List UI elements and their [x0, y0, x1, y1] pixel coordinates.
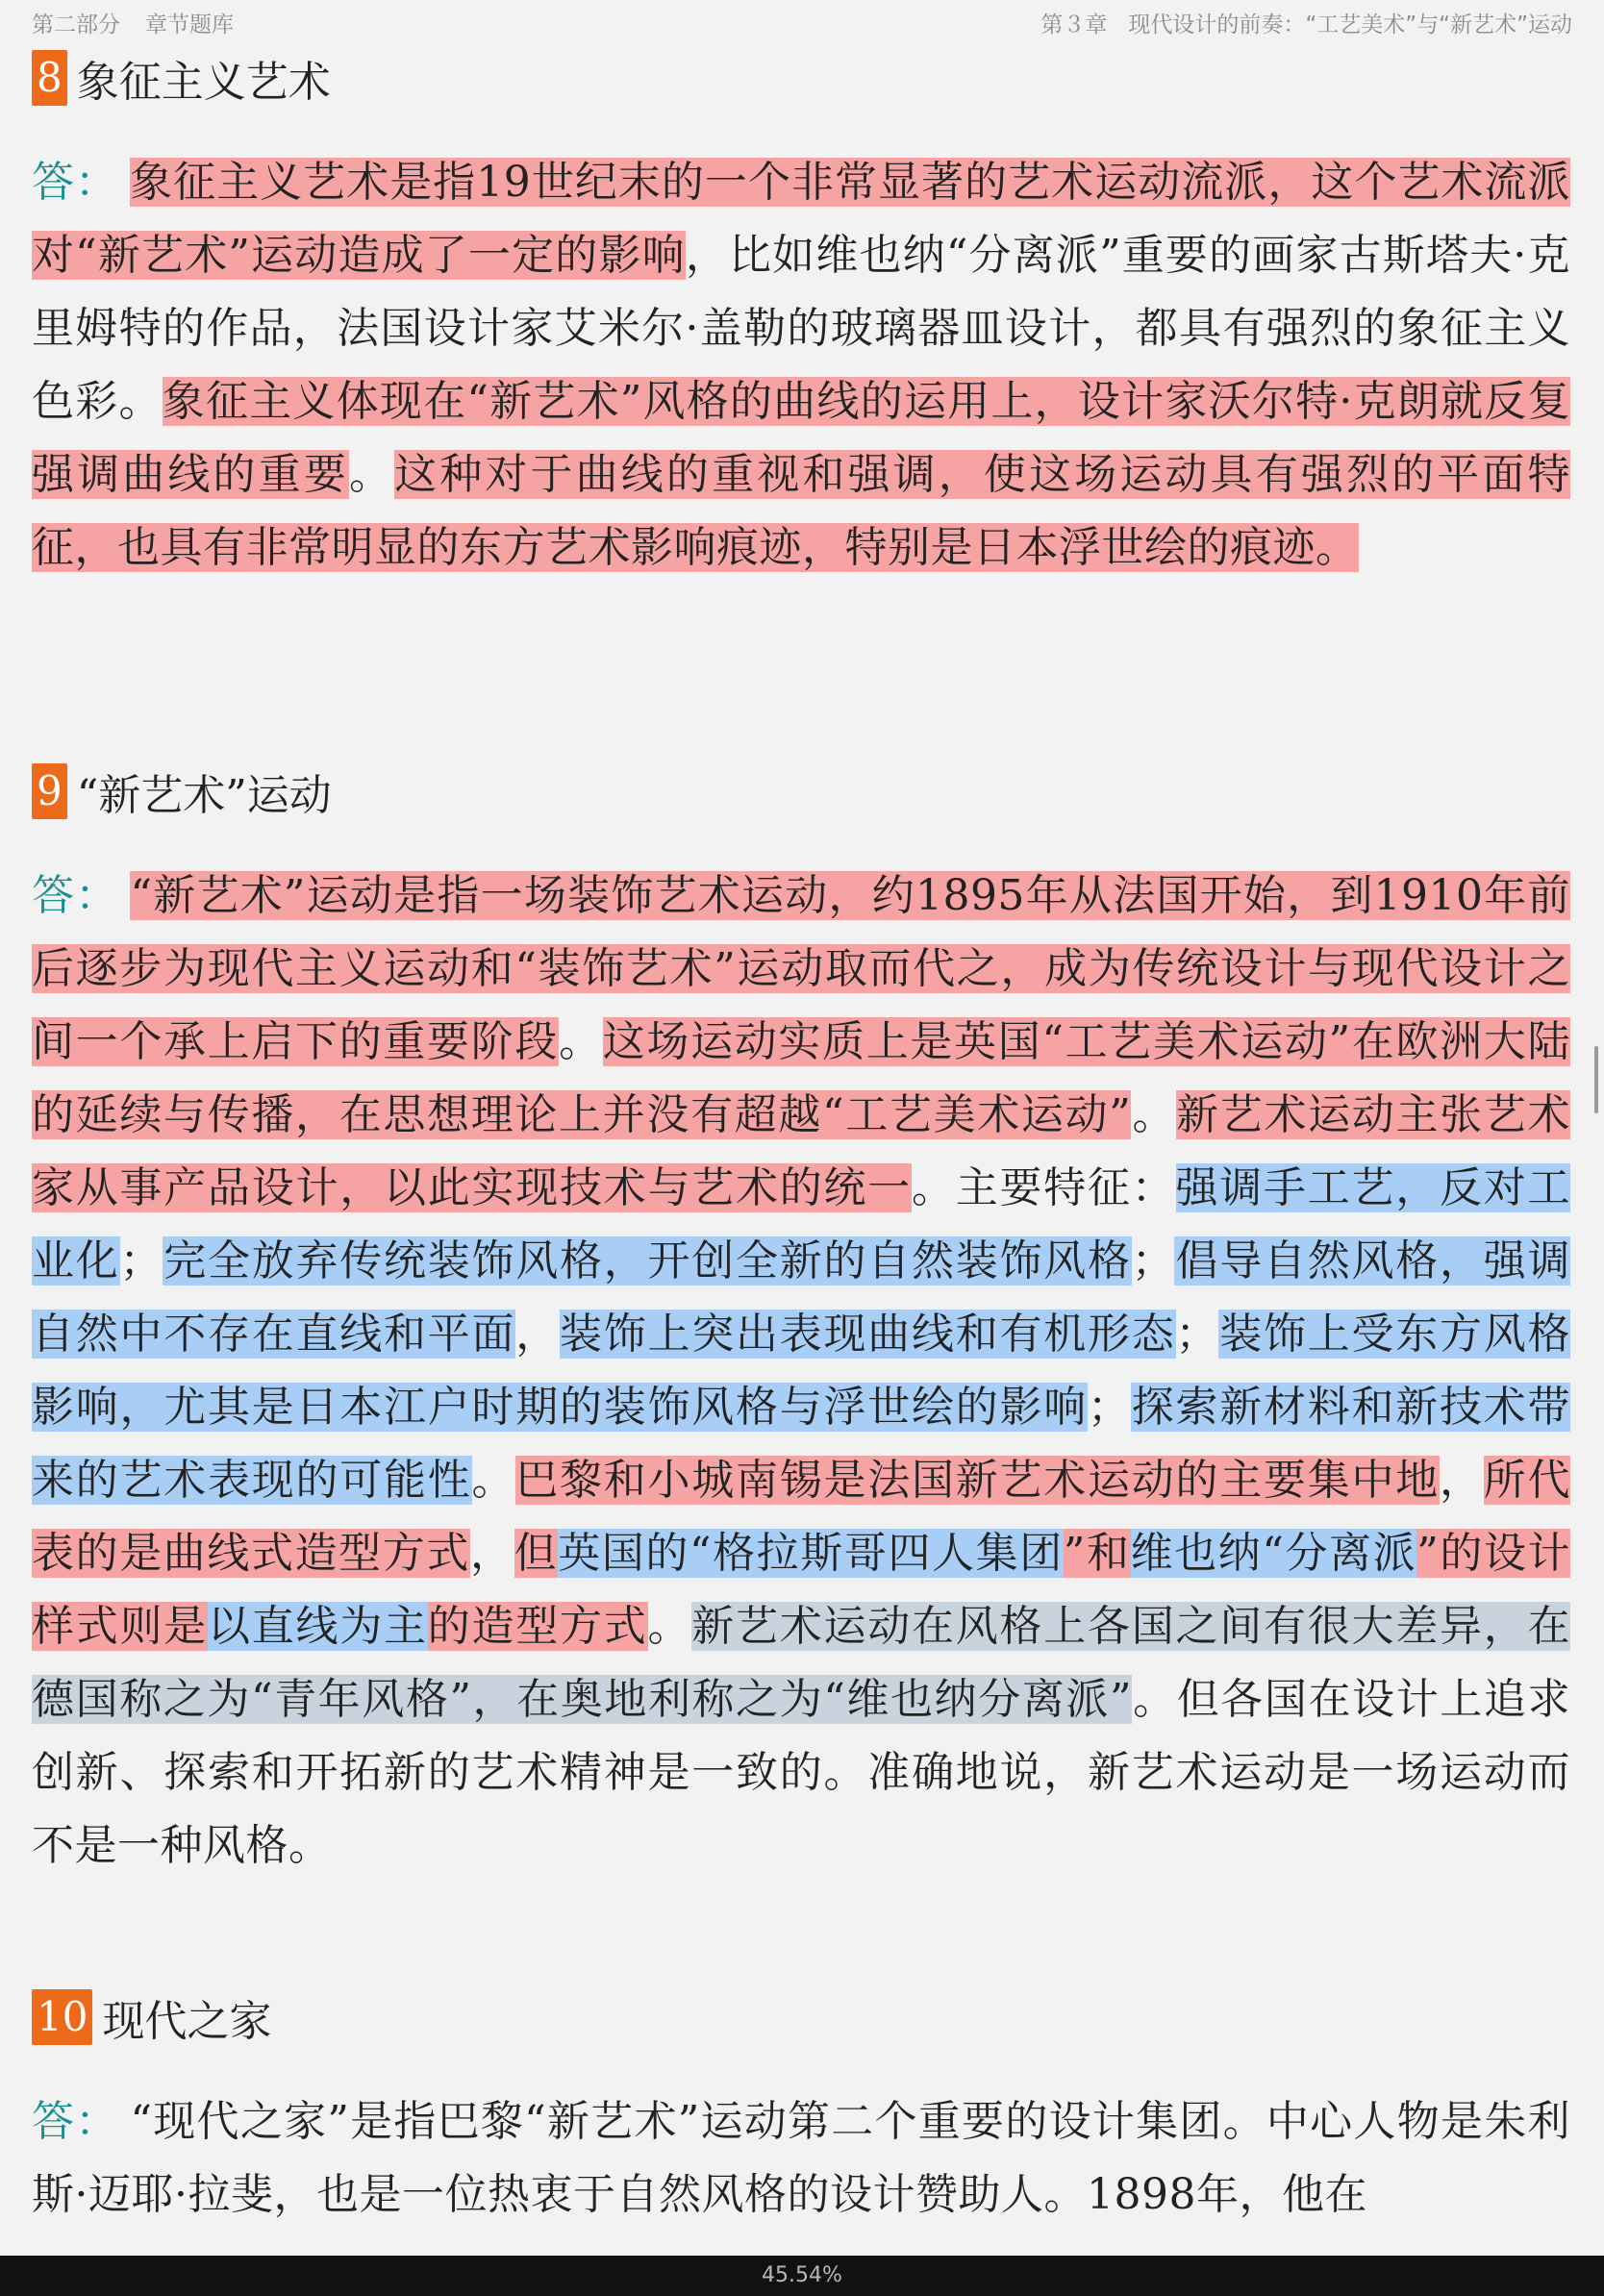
plain-text: 。但各国在设计上追求创新、探索和开拓新的艺术精神是一致的。准确地说，新艺术运动是一场运动而不是一种风格。	[32, 1675, 1570, 1870]
highlighted-text-blue: 装饰上受东方风格影响，尤其是日本江户时期的装饰风格与浮世绘的影响	[32, 1310, 1570, 1432]
highlighted-text-red: 这种对于曲线的重视和强调，使这场运动具有强烈的平面特征，也具有非常明显的东方艺术影响痕迹，特别是日本浮世绘的痕迹。	[32, 450, 1571, 572]
header-chapter: 第３章	[1040, 12, 1108, 37]
entry-10	[32, 1985, 1570, 2232]
highlighted-text-red: 这场运动实质上是英国“工艺美术运动”在欧洲大陆的延续与传播，在思想理论上并没有超越“工艺美术运动”	[32, 1017, 1570, 1139]
highlighted-text-blue: 完全放弃传统装饰风格，开创全新的自然装饰风格	[163, 1236, 1132, 1285]
entry-8	[32, 46, 1570, 585]
entry-title	[32, 46, 1570, 110]
highlighted-text-blue: 英国的“格拉斯哥四人集团	[558, 1529, 1064, 1578]
entry-term: 象征主义艺术	[76, 58, 331, 107]
highlighted-text-red: ”和	[1063, 1529, 1131, 1578]
highlighted-text-red: ”的设计样式则是	[32, 1529, 1571, 1651]
highlighted-text-blue: 强调手工艺，反对工业化	[32, 1163, 1570, 1285]
highlighted-text-red: “新艺术”运动是指一场装饰艺术运动，约1895年从法国开始，到1910年前后逐步为现代主义运动和“装饰艺术”运动取而代之，成为传统设计与现代设计之间一个承上启下的重要阶段	[32, 871, 1570, 1066]
highlighted-text-red: 象征主义体现在“新艺术”风格的曲线的运用上，设计家沃尔特·克朗就反复强调曲线的重要	[32, 377, 1570, 499]
answer-text	[32, 2097, 1570, 2219]
entry-term: “新艺术”运动	[76, 771, 332, 820]
header-chapter-title: 现代设计的前奏：“工艺美术”与“新艺术”运动	[1128, 12, 1572, 37]
plain-text: ；	[1131, 1236, 1175, 1285]
highlighted-text-red: 巴黎和小城南锡是法国新艺术运动的主要集中地	[515, 1456, 1440, 1505]
highlighted-text-red: 新艺术运动主张艺术家从事产品设计，以此实现技术与艺术的统一	[32, 1090, 1570, 1212]
plain-text: 。	[1131, 1090, 1177, 1139]
entry-9	[32, 760, 1570, 1883]
plain-text: “现代之家”是指巴黎“新艺术”运动第二个重要的设计集团。中心人物是朱利斯·迈耶·拉斐，也是一位热衷于自然风格的设计赞助人。1898年，他在	[32, 2097, 1570, 2219]
entry-title	[32, 760, 1570, 823]
plain-text: 。主要特征：	[912, 1163, 1176, 1212]
entry-term: 现代之家	[102, 1997, 272, 2046]
plain-text: 。	[647, 1602, 692, 1651]
header-part: 第二部分	[32, 12, 120, 37]
plain-text: ，	[469, 1529, 514, 1578]
entry-title	[32, 1985, 1570, 2049]
highlighted-text-blue: 装饰上突出表现曲线和有机形态	[560, 1310, 1176, 1359]
scrollbar-thumb[interactable]	[1594, 1046, 1598, 1113]
answer-text	[32, 871, 1570, 1870]
highlighted-text-blue: 倡导自然风格，强调自然中不存在直线和平面	[32, 1236, 1570, 1359]
running-header	[0, 0, 1604, 38]
plain-text: ；	[119, 1236, 163, 1285]
answer-paragraph	[32, 2085, 1570, 2232]
plain-text: 。	[559, 1017, 603, 1066]
header-section: 章节题库	[145, 12, 234, 37]
plain-text: 。	[471, 1456, 516, 1505]
plain-text: ，	[1440, 1456, 1484, 1505]
plain-text: ；	[1088, 1383, 1131, 1432]
highlighted-text-gray: 新艺术运动在风格上各国之间有很大差异，在德国称之为“青年风格”，在奥地利称之为“维也纳分离派”	[32, 1602, 1570, 1724]
header-left	[32, 7, 234, 38]
answer-paragraph	[32, 860, 1570, 1883]
highlighted-text-red: 的造型方式	[427, 1602, 648, 1651]
highlighted-text-blue: 探索新材料和新技术带来的艺术表现的可能性	[32, 1383, 1570, 1505]
answer-label: 答：	[32, 871, 119, 920]
plain-text: ；	[1175, 1310, 1218, 1359]
highlighted-text-red: 所代表的是曲线式造型方式	[32, 1456, 1570, 1578]
answer-label: 答：	[32, 2097, 119, 2146]
plain-text: ，比如维也纳“分离派”重要的画家古斯塔夫·克里姆特的作品，法国设计家艾米尔·盖勒的玻璃器皿设计，都具有强烈的象征主义色彩。	[32, 231, 1570, 426]
highlighted-text-red: 但	[514, 1529, 559, 1578]
reading-progress-text: 45.54%	[762, 2263, 842, 2287]
reading-progress-bar	[0, 2256, 1604, 2296]
highlighted-text-red: 象征主义艺术是指19世纪末的一个非常显著的艺术运动流派，这个艺术流派对“新艺术”运动造成了一定的影响	[32, 158, 1570, 280]
entry-number-badge: 9	[32, 763, 67, 819]
highlighted-text-blue: 以直线为主	[208, 1602, 428, 1651]
answer-label: 答：	[32, 158, 119, 207]
highlighted-text-blue: 维也纳“分离派	[1130, 1529, 1417, 1578]
header-right	[1040, 7, 1572, 38]
plain-text: ，	[515, 1310, 560, 1359]
answer-text	[32, 158, 1570, 572]
entry-number-badge: 10	[32, 1989, 92, 2045]
plain-text: 。	[348, 450, 395, 499]
answer-paragraph	[32, 146, 1570, 585]
entry-number-badge: 8	[32, 50, 67, 106]
